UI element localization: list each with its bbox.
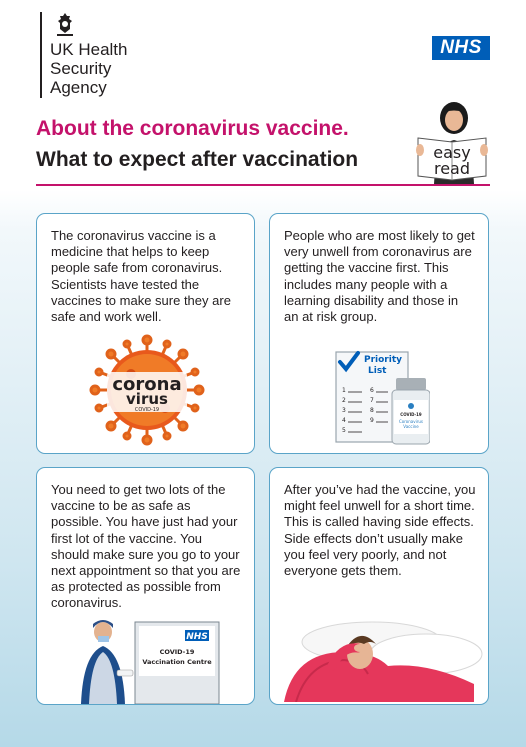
list-number: 9 bbox=[370, 417, 374, 424]
org-line: Agency bbox=[50, 78, 107, 97]
vial-label-1: COVID-19 bbox=[400, 412, 422, 417]
priority-list-title-1: Priority bbox=[364, 355, 402, 365]
virus-label-corona: corona bbox=[112, 374, 182, 395]
list-number: 2 bbox=[342, 397, 346, 404]
page-subtitle: What to expect after vaccination bbox=[36, 148, 359, 171]
list-number: 3 bbox=[342, 407, 346, 414]
list-number: 1 bbox=[342, 387, 346, 394]
unwell-person-icon bbox=[276, 602, 484, 702]
card-text: After you’ve had the vaccine, you might feel unwell for a short time. This is called having side effects. Side effects don’t usually make you feel very poorly, and not everyone gets them. bbox=[284, 482, 476, 579]
card-text: People who are most likely to get very unwell from coronavirus are getting the vaccine first. This includes many people with a learning disability and those in an at risk group. bbox=[284, 228, 475, 325]
priority-list-title-2: List bbox=[368, 366, 387, 376]
list-number: 8 bbox=[370, 407, 374, 414]
ukhsa-logo bbox=[40, 10, 170, 100]
org-line: Security bbox=[50, 59, 112, 78]
page-title: About the coronavirus vaccine. bbox=[36, 117, 349, 140]
info-card-two-doses bbox=[36, 467, 255, 705]
vaccination-centre-icon bbox=[71, 616, 221, 704]
list-number: 5 bbox=[342, 427, 346, 434]
list-number: 6 bbox=[370, 387, 374, 394]
org-line: UK Health bbox=[50, 40, 128, 59]
easy-read-reader-icon bbox=[412, 98, 492, 186]
vial-label-2: Coronavirus bbox=[399, 419, 423, 424]
virus-label-virus: virus bbox=[126, 390, 168, 408]
list-number: 4 bbox=[342, 417, 346, 424]
royal-crest-icon bbox=[54, 12, 76, 38]
info-card-vaccine-medicine bbox=[36, 213, 255, 454]
priority-list-icon bbox=[330, 348, 430, 446]
info-card-side-effects bbox=[269, 467, 489, 705]
sign-nhs-logo: NHS bbox=[186, 632, 208, 642]
card-text: You need to get two lots of the vaccine to be as safe as possible. You have just had your first lot of the vaccine. You should make sure you go to your next appointment so that you are as protected as possible from coronavirus. bbox=[51, 482, 241, 611]
sign-line-2: Vaccination Centre bbox=[142, 658, 212, 666]
vial-label-3: Vaccine bbox=[403, 424, 419, 429]
organisation-name bbox=[50, 40, 127, 97]
easy-read-label-read: read bbox=[433, 159, 471, 178]
virus-label-covid: COVID-19 bbox=[134, 407, 160, 413]
coronavirus-icon bbox=[87, 334, 207, 446]
info-card-priority bbox=[269, 213, 489, 454]
sign-line-1: COVID-19 bbox=[159, 648, 195, 656]
card-text: The coronavirus vaccine is a medicine that helps to keep people safe from coronavirus. Scientists have tested the vaccines to make sure they are safe and work well. bbox=[51, 228, 231, 325]
nhs-logo: NHS bbox=[432, 36, 490, 60]
page-header bbox=[0, 0, 526, 190]
easy-read-label-easy: easy bbox=[433, 143, 471, 162]
list-number: 7 bbox=[370, 397, 374, 404]
logo-divider bbox=[40, 12, 42, 98]
